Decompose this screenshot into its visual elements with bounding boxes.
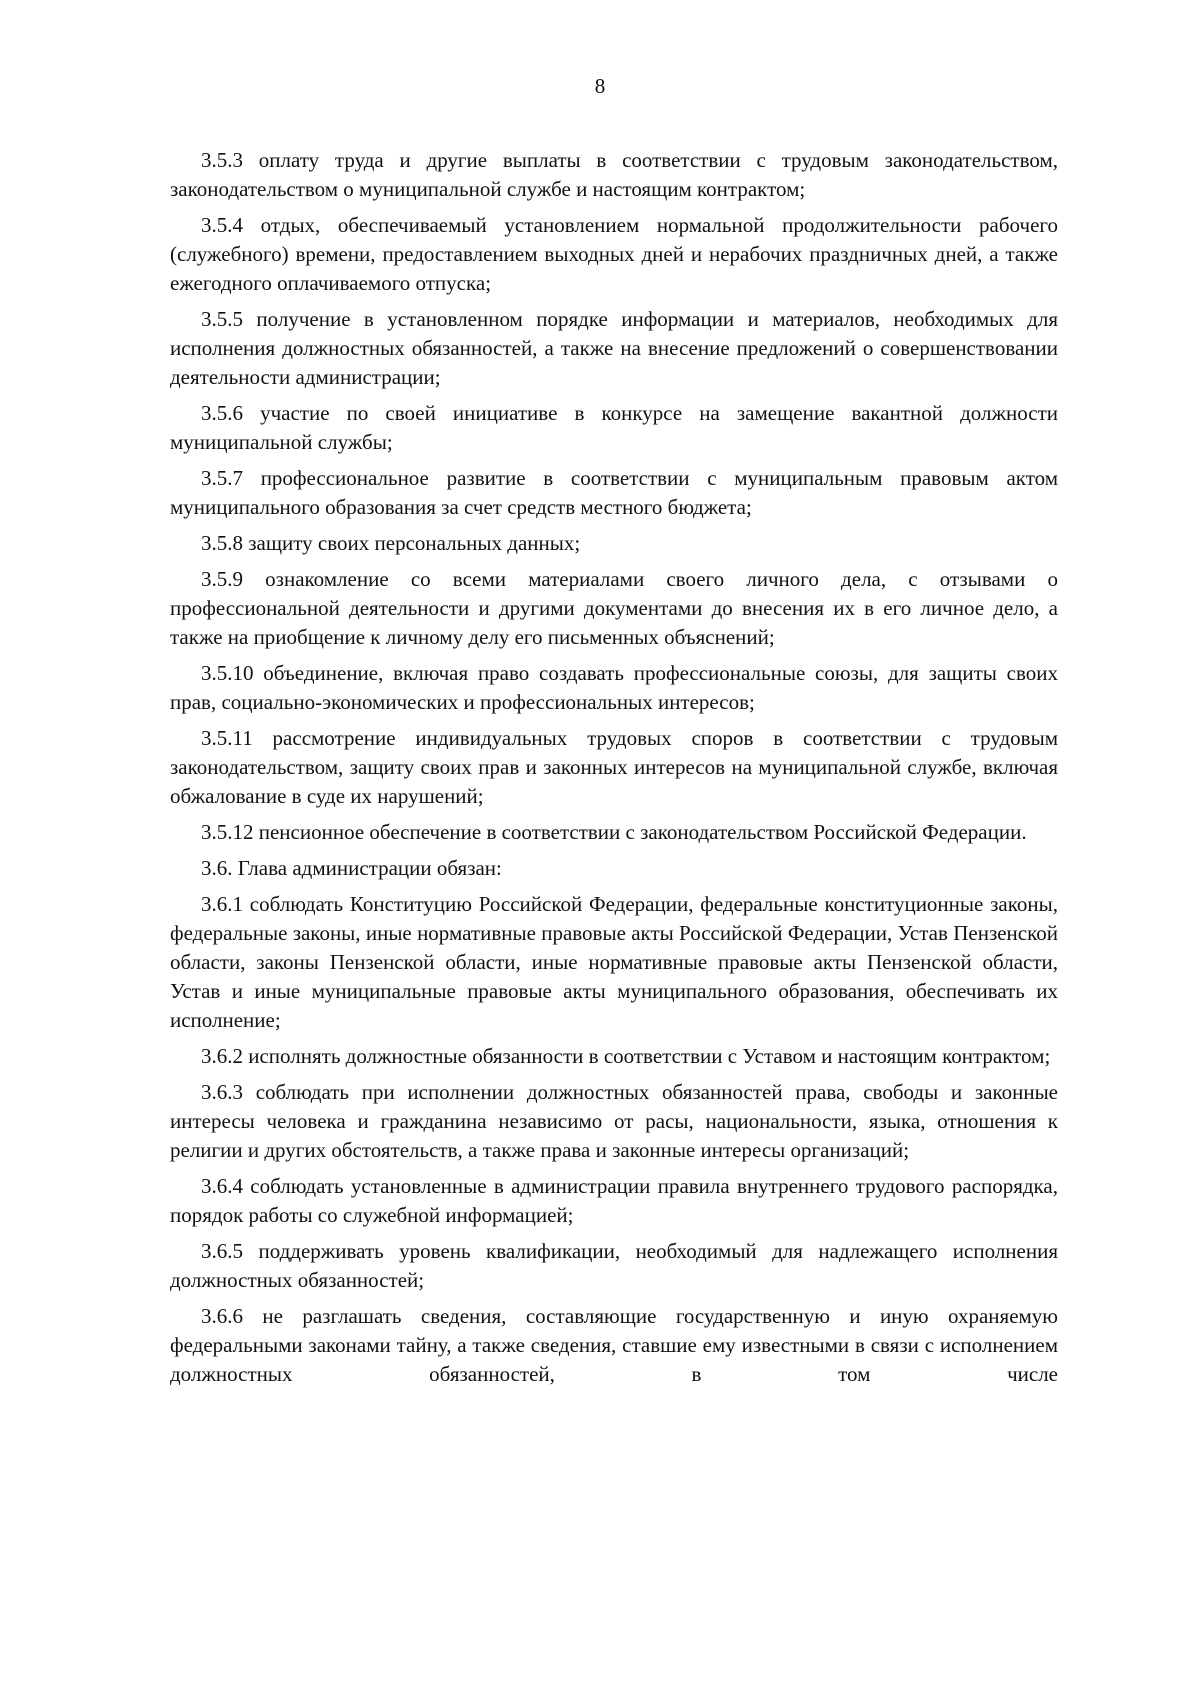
paragraph-3-5-5: 3.5.5 получение в установленном порядке информации и материалов, необходимых для исполнения должностных обязанностей, а также на внесение предложений о совершенствовании деятельности администрации; — [170, 307, 1058, 389]
page-number: 8 — [594, 74, 606, 98]
document-body — [170, 146, 1058, 1396]
paragraph-3-5-10: 3.5.10 объединение, включая право создавать профессиональные союзы, для защиты своих прав, социально-экономических и профессиональных интересов; — [170, 661, 1058, 714]
paragraph-3-6: 3.6. Глава администрации обязан: — [201, 856, 502, 880]
paragraph-3-5-7: 3.5.7 профессиональное развитие в соответствии с муниципальным правовым актом муниципального образования за счет средств местного бюджета; — [170, 466, 1058, 519]
paragraph-3-5-12: 3.5.12 пенсионное обеспечение в соответствии с законодательством Российской Федерации. — [201, 820, 1027, 844]
paragraph-3-5-4: 3.5.4 отдых, обеспечиваемый установлением нормальной продолжительности рабочего (служебного) времени, предоставлением выходных дней и нерабочих праздничных дней, а также ежегодного оплачиваемого отпуска; — [170, 213, 1058, 295]
paragraph-3-6-2: 3.6.2 исполнять должностные обязанности в соответствии с Уставом и настоящим контрактом; — [201, 1044, 1051, 1068]
paragraph-3-6-6: 3.6.6 не разглашать сведения, составляющие государственную и иную охраняемую федеральными законами тайну, а также сведения, ставшие ему известными в связи с исполнением должностных обязанностей, в том числе — [170, 1304, 1058, 1386]
paragraph-3-6-5: 3.6.5 поддерживать уровень квалификации, необходимый для надлежащего исполнения должностных обязанностей; — [170, 1239, 1058, 1292]
paragraph-3-5-11: 3.5.11 рассмотрение индивидуальных трудовых споров в соответствии с трудовым законодательством, защиту своих прав и законных интересов на муниципальной службе, включая обжалование в суде их нарушений; — [170, 726, 1058, 808]
paragraph-3-5-3: 3.5.3 оплату труда и другие выплаты в соответствии с трудовым законодательством, законодательством о муниципальной службе и настоящим контрактом; — [170, 148, 1058, 201]
paragraph-3-5-6: 3.5.6 участие по своей инициативе в конкурсе на замещение вакантной должности муниципальной службы; — [170, 401, 1058, 454]
paragraph-3-5-8: 3.5.8 защиту своих персональных данных; — [201, 531, 581, 555]
paragraph-3-5-9: 3.5.9 ознакомление со всеми материалами своего личного дела, с отзывами о профессиональной деятельности и другими документами до внесения их в его личное дело, а также на приобщение к личному делу его письменных объяснений; — [170, 567, 1058, 649]
paragraph-3-6-3: 3.6.3 соблюдать при исполнении должностных обязанностей права, свободы и законные интересы человека и гражданина независимо от расы, национальности, языка, отношения к религии и других обстоятельств, а также права и законные интересы организаций; — [170, 1080, 1058, 1162]
paragraph-3-6-1: 3.6.1 соблюдать Конституцию Российской Федерации, федеральные конституционные законы, федеральные законы, иные нормативные правовые акты Российской Федерации, Устав Пензенской области, законы Пензенской области, иные нормативные правовые акты Пензенской области, Устав и иные муниципальные правовые акты муниципального образования, обеспечивать их исполнение; — [170, 892, 1058, 1032]
paragraph-3-6-4: 3.6.4 соблюдать установленные в администрации правила внутреннего трудового распорядка, порядок работы со служебной информацией; — [170, 1174, 1058, 1227]
